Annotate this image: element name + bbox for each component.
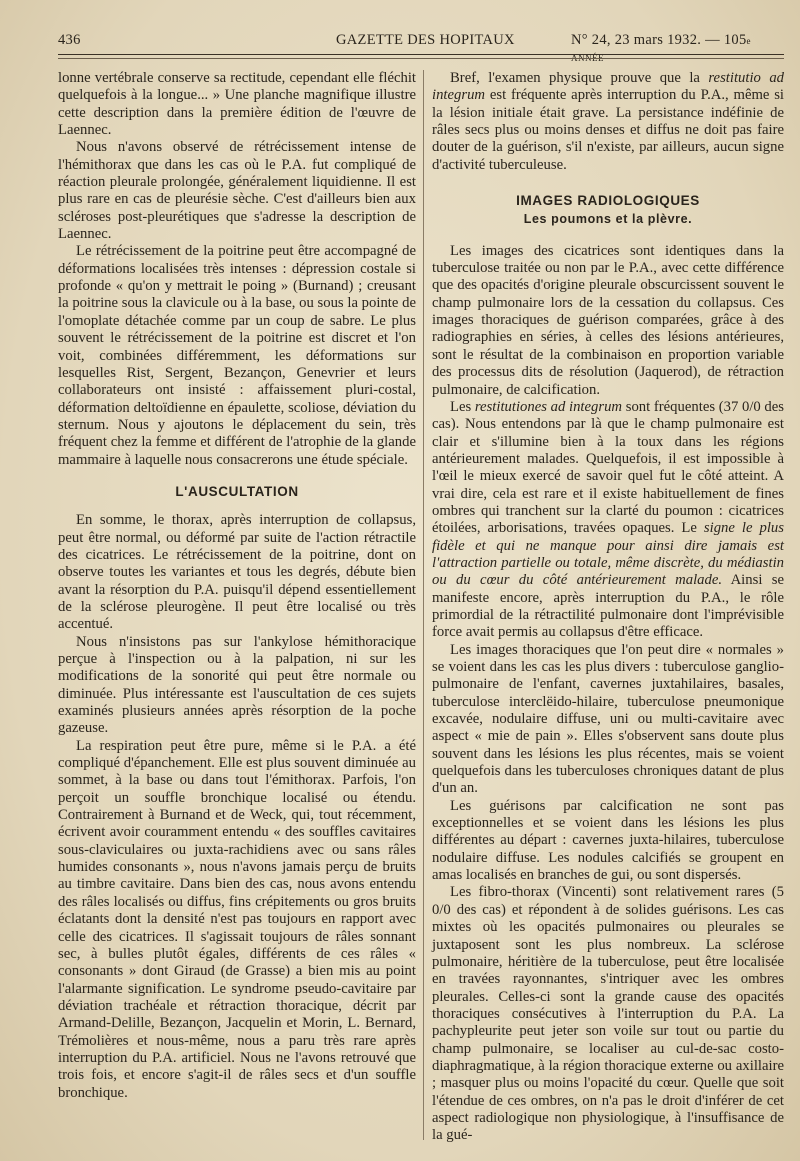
paragraph: Les images thoraciques que l'on peut dire « normales » se voient dans les cas les plus divers : tuberculose ganglio-pulmonaire de l'enfant, cavernes juxtahilaires, basales, tuberculose interclëido-hilaire, tuberculose pneumonique excavée, nodulaire diffuse, uni ou multi-cavitaire avec aspect « mie de pain ». Elles s'observent sans doute plus souvent dans les lésions les plus récentes, mais se voient quelquefois dans les tuberculoses chroniques datant de plus d'un an. (432, 641, 784, 797)
page-number: 436 (58, 32, 81, 48)
paragraph: Les guérisons par calcification ne sont pas exceptionnelles et se voient dans les lésions les plus différentes au départ : cavernes juxta-hilaires, tuberculose nodulaire diffuse. Les nodules calcifiés se groupent en amas localisés en branches de gui, ou sont dispersés. (432, 797, 784, 884)
journal-title: GAZETTE DES HOPITAUX (336, 32, 515, 48)
italic-run: restitutiones ad integrum (474, 398, 623, 415)
text-run: sont fréquentes (37 0/0 des cas). Nous entendons par là que le champ pulmonaire est clair et s'illumine bien à la toux dans les régions antérieurement malades. Quelquefois, il est impossible à l'œil le mieux exercé de savoir quel fut le côté atteint. A vrai dire, cela est rare et il existe habituellement de fines ombres qui tranchent sur la clarté du poumon : cicatrices étoilées, arborisations, travées opaques. Le (432, 398, 785, 537)
issue-info (571, 32, 784, 66)
page-header (58, 28, 784, 63)
issue-suffix: e ANNÉE (571, 36, 752, 63)
paragraph: La respiration peut être pure, même si le P.A. a été compliqué d'épanchement. Elle est plus souvent diminuée au sommet, à la base ou dans tout l'émithorax. Parfois, l'on perçoit un souffle bronchique localisé ou étendu. Contrairement à Burnand et de Weck, qui, tout récemment, écrivent avoir couramment entendu « des souffles cavitaires sous-claviculaires ou juxta-rachidiens avec ou sans râles humides consonants », nous n'avons jamais perçu de bruits au timbre cavitaire. Dans bien des cas, nous avons entendu des râles localisés ou diffus, fins crépitements ou gros bruits éclatants dont la densité n'est pas toujours en rapport avec celle des cicatrices. Il s'agissait toujours de râles sonnant sec, à bulles plutôt égales, différents de ces râles « consonants » dont Giraud (de Grasse) a bien mis au point l'alarmante signification. Le syndrome pseudo-cavitaire par déviation trachéale et rétraction thoracique, décrit par Armand-Delille, Bezançon, Jacquelin et Morin, L. Bernard, Trémolières et nous-même, nous a paru très rare après interruption du P.A. artificiel. Nous ne l'avons retrouvé que trois fois, et encore s'agit-il de râles secs et d'un souffle bronchique. (58, 737, 416, 1101)
text-run: Bref, l'examen physique prouve que la (450, 70, 709, 86)
issue-text: N° 24, 23 mars 1932. — 105 (571, 32, 747, 48)
section-heading: IMAGES RADIOLOGIQUES (516, 193, 700, 209)
column-divider (423, 70, 424, 1140)
paragraph: En somme, le thorax, après interruption de collapsus, peut être normal, ou déformé par suite de l'action rétractile des cicatrices. Le rétrécissement de la poitrine, dont on observe toutes les variantes et tous les degrés, débute bien avant la résorption du P.A. puisqu'il dépend essentiellement de la sclérose pleurogène. Il peut être localisé ou très accentué. (58, 512, 416, 633)
paragraph: Les images des cicatrices sont identiques dans la tuberculose traitée ou non par le P.A., avec cette différence que des opacités d'origine pleurale obscurcissent souvent le champ pulmonaire lors de la cessation du collapsus. Ces images thoraciques de guérison comparées, grâce à des radiographies en séries, à celles des lésions antérieures, sont le résultat de la combinaison en proportion variable des processus dits de résolution (Jaquerod), de rétraction pulmonaire, de calcification. (432, 242, 784, 398)
section-heading: L'AUSCULTATION (175, 483, 299, 499)
header-rule (58, 54, 784, 55)
paragraph: Les fibro-thorax (Vincenti) sont relativement rares (5 0/0 des cas) et répondent à de solides guérisons. Les cas mixtes où les opacités pulmonaires ou pleurales se juxtaposent sont les plus nombreux. La sclérose pulmonaire, héritière de la tuberculose, peut être localisée en travées rayonnantes, s'intriquer avec les ombres pleurales. Celles-ci sont la grande cause des opacités thoraciques consécutives à l'interruption du P.A. La pachypleurite peut jeter son voile sur tout ou partie du champ pulmonaire, se localiser au cul-de-sac costo-diaphragmatique, à la région thoracique externe ou axillaire ; masquer plus ou moins l'opacité du cœur. Quelle que soit l'étendue de ces ombres, on n'a pas le droit d'inférer de cet aspect radiologique non physiologique, à l'insuffisance de la gué- (432, 884, 784, 1144)
paragraph (432, 70, 784, 174)
text-run: Les (450, 398, 475, 415)
text-run: Ainsi se manifeste encore, après interruption du P.A., le rôle primordial de la rétractilité pulmonaire dont l'imprévisible force avait permis au collapsus d'être efficace. (432, 572, 784, 641)
paragraph: Nous n'avons observé de rétrécissement intense de l'hémithorax que dans les cas où le P.A. fut compliqué de réaction pleurale prolongée, généralement liquidienne. Il est plus rare en cas de pleurésie sèche. C'est d'ailleurs bien aux scléroses post-pleurétiques que s'adresse la description de Laennec. (58, 139, 416, 243)
text-run: est fréquente après interruption du P.A., même si la lésion initiale était grave. La persistance indéfinie de râles secs plus ou moins denses et diffus ne doit pas faire douter de la guérison, s'il n'existe, par ailleurs, aucun signe d'activité tuberculeuse. (432, 87, 784, 173)
paragraph: lonne vertébrale conserve sa rectitude, cependant elle fléchit quelquefois à la longue... » Une planche magnifique illustre cette description dans la première édition de l'œuvre de Laennec. (58, 70, 416, 139)
header-rule-thin (58, 58, 784, 59)
section-subheading: Les poumons et la plèvre. (523, 212, 693, 227)
left-column (58, 70, 416, 1102)
italic-run: signe le plus fidèle et qui ne manque pour ainsi dire jamais est l'attraction partielle ou totale, même discrète, du médiastin ou du cœur du côté antérieurement malade. (432, 520, 784, 589)
right-column (432, 70, 784, 1145)
paragraph: Nous n'insistons pas sur l'ankylose hémithoracique perçue à l'inspection ou à la palpation, ni sur les modifications de la sonorité qui peut être normale ou diminuée. Plus intéressante est l'auscultation de ces sujets examinés plusieurs années après résorption de la poche gazeuse. (58, 633, 416, 737)
paragraph: Le rétrécissement de la poitrine peut être accompagné de déformations localisées très intenses : dépression costale si profonde « qu'on y mettrait le poing » (Burnand) ; creusant la poitrine sous la clavicule ou à la base, ou sous la pointe de l'omoplate détachée comme par un coup de sabre. Le plus souvent le rétrécissement de la poitrine est discret et l'on voit, combinées différemment, les déformations sur lesquelles Rist, Sergent, Bezançon, Genevrier et leurs collaborateurs ont insisté : affaissement pluri-costal, déformation deltoïdienne en épaulette, scoliose, déviation du sternum. Nous y ajoutons le déplacement du sein, très fréquent chez la femme et différent de l'atrophie de la glande mammaire à laquelle nous consacrerons une étude spéciale. (58, 243, 416, 468)
italic-run: restitutio ad integrum (432, 70, 785, 104)
paragraph (432, 399, 784, 642)
